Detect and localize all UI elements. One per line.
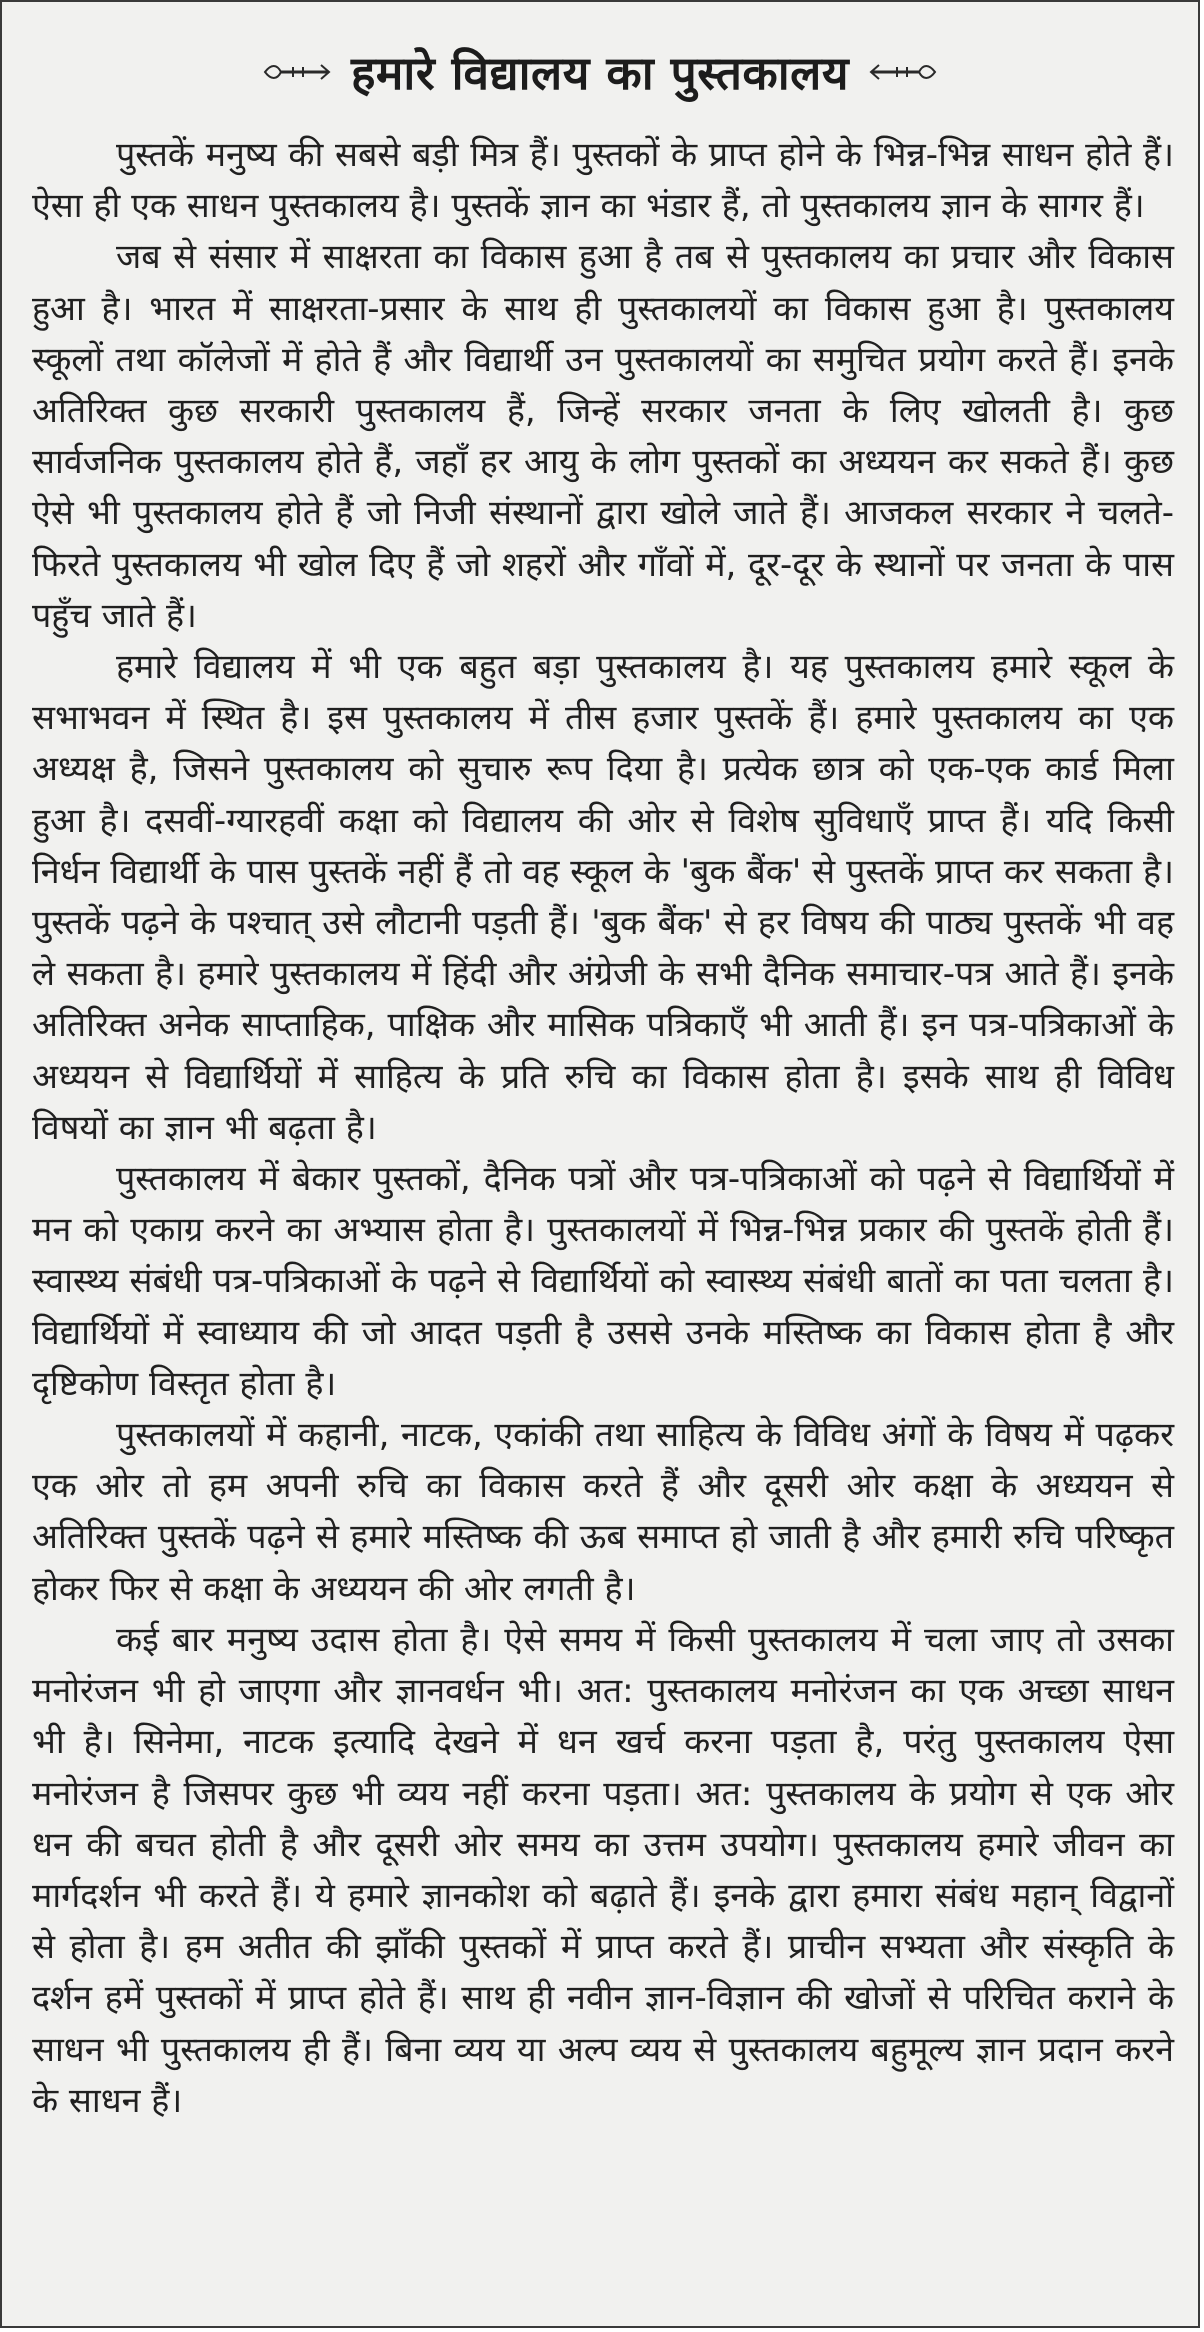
left-ornament-icon <box>263 61 333 83</box>
essay-body <box>32 130 1174 2127</box>
paragraph-library-growth: जब से संसार में साक्षरता का विकास हुआ है तब से पुस्तकालय का प्रचार और विकास हुआ है। भारत में साक्षरता-प्रसार के साथ ही पुस्तकालयों का विकास हुआ है। पुस्तकालय स्कूलों तथा कॉलेजों में होते हैं और विद्यार्थी उन पुस्तकालयों का समुचित प्रयोग करते हैं। इनके अतिरिक्त कुछ सरकारी पुस्तकालय हैं, जिन्हें सरकार जनता के लिए खोलती है। कुछ सार्वजनिक पुस्तकालय होते हैं, जहाँ हर आयु के लोग पुस्तकों का अध्ययन कर सकते हैं। कुछ ऐसे भी पुस्तकालय होते हैं जो निजी संस्थानों द्वारा खोले जाते हैं। आजकल सरकार ने चलते-फिरते पुस्तकालय भी खोल दिए हैं जो शहरों और गाँवों में, दूर-दूर के स्थानों पर जनता के पास पहुँच जाते हैं। <box>32 237 1174 636</box>
page-title: हमारे विद्यालय का पुस्तकालय <box>350 46 850 100</box>
title-row <box>2 42 1198 102</box>
paragraph-benefits: पुस्तकालय में बेकार पुस्तकों, दैनिक पत्रों और पत्र-पत्रिकाओं को पढ़ने से विद्यार्थियों में मन को एकाग्र करने का अभ्यास होता है। पुस्तकालयों में भिन्न-भिन्न प्रकार की पुस्तकें होती हैं। स्वास्थ्य संबंधी पत्र-पत्रिकाओं के पढ़ने से विद्यार्थियों को स्वास्थ्य संबंधी बातों का पता चलता है। विद्यार्थियों में स्वाध्याय की जो आदत पड़ती है उससे उनके मस्तिष्क का विकास होता है और दृष्टिकोण विस्तृत होता है। <box>32 1159 1174 1404</box>
paragraph-entertainment: कई बार मनुष्य उदास होता है। ऐसे समय में किसी पुस्तकालय में चला जाए तो उसका मनोरंजन भी हो जाएगा और ज्ञानवर्धन भी। अत: पुस्तकालय मनोरंजन का एक अच्छा साधन भी है। सिनेमा, नाटक इत्यादि देखने में धन खर्च करना पड़ता है, परंतु पुस्तकालय ऐसा मनोरंजन है जिसपर कुछ भी व्यय नहीं करना पड़ता। अत: पुस्तकालय के प्रयोग से एक ओर धन की बचत होती है और दूसरी ओर समय का उत्तम उपयोग। पुस्तकालय हमारे जीवन का मार्गदर्शन भी करते हैं। ये हमारे ज्ञानकोश को बढ़ाते हैं। इनके द्वारा हमारा संबंध महान् विद्वानों से होता है। हम अतीत की झाँकी पुस्तकों में प्राप्त करते हैं। प्राचीन सभ्यता और संस्कृति के दर्शन हमें पुस्तकों में प्राप्त होते हैं। साथ ही नवीन ज्ञान-विज्ञान की खोजों से परिचित कराने के साधन भी पुस्तकालय ही हैं। बिना व्यय या अल्प व्यय से पुस्तकालय बहुमूल्य ज्ञान प्रदान करने के साधन हैं। <box>32 1619 1174 2121</box>
paragraph-intro: पुस्तकें मनुष्य की सबसे बड़ी मित्र हैं। पुस्तकों के प्राप्त होने के भिन्न-भिन्न साधन होते हैं। ऐसा ही एक साधन पुस्तकालय है। पुस्तकें ज्ञान का भंडार हैं, तो पुस्तकालय ज्ञान के सागर हैं। <box>32 135 1174 227</box>
right-ornament-icon <box>867 61 937 83</box>
paragraph-interest: पुस्तकालयों में कहानी, नाटक, एकांकी तथा साहित्य के विविध अंगों के विषय में पढ़कर एक ओर तो हम अपनी रुचि का विकास करते हैं और दूसरी ओर कक्षा के अध्ययन से अतिरिक्त पुस्तकें पढ़ने से हमारे मस्तिष्क की ऊब समाप्त हो जाती है और हमारी रुचि परिष्कृत होकर फिर से कक्षा के अध्ययन की ओर लगती है। <box>32 1415 1174 1609</box>
paragraph-school-library: हमारे विद्यालय में भी एक बहुत बड़ा पुस्तकालय है। यह पुस्तकालय हमारे स्कूल के सभाभवन में स्थित है। इस पुस्तकालय में तीस हजार पुस्तकें हैं। हमारे पुस्तकालय का एक अध्यक्ष है, जिसने पुस्तकालय को सुचारु रूप दिया है। प्रत्येक छात्र को एक-एक कार्ड मिला हुआ है। दसवीं-ग्यारहवीं कक्षा को विद्यालय की ओर से विशेष सुविधाएँ प्राप्त हैं। यदि किसी निर्धन विद्यार्थी के पास पुस्तकें नहीं हैं तो वह स्कूल के 'बुक बैंक' से पुस्तकें प्राप्त कर सकता है। पुस्तकें पढ़ने के पश्चात् उसे लौटानी पड़ती हैं। 'बुक बैंक' से हर विषय की पाठ्य पुस्तकें भी वह ले सकता है। हमारे पुस्तकालय में हिंदी और अंग्रेजी के सभी दैनिक समाचार-पत्र आते हैं। इनके अतिरिक्त अनेक साप्ताहिक, पाक्षिक और मासिक पत्रिकाएँ भी आती हैं। इन पत्र-पत्रिकाओं के अध्ययन से विद्यार्थियों में साहित्य के प्रति रुचि का विकास होता है। इसके साथ ही विविध विषयों का ज्ञान भी बढ़ता है। <box>32 647 1174 1148</box>
